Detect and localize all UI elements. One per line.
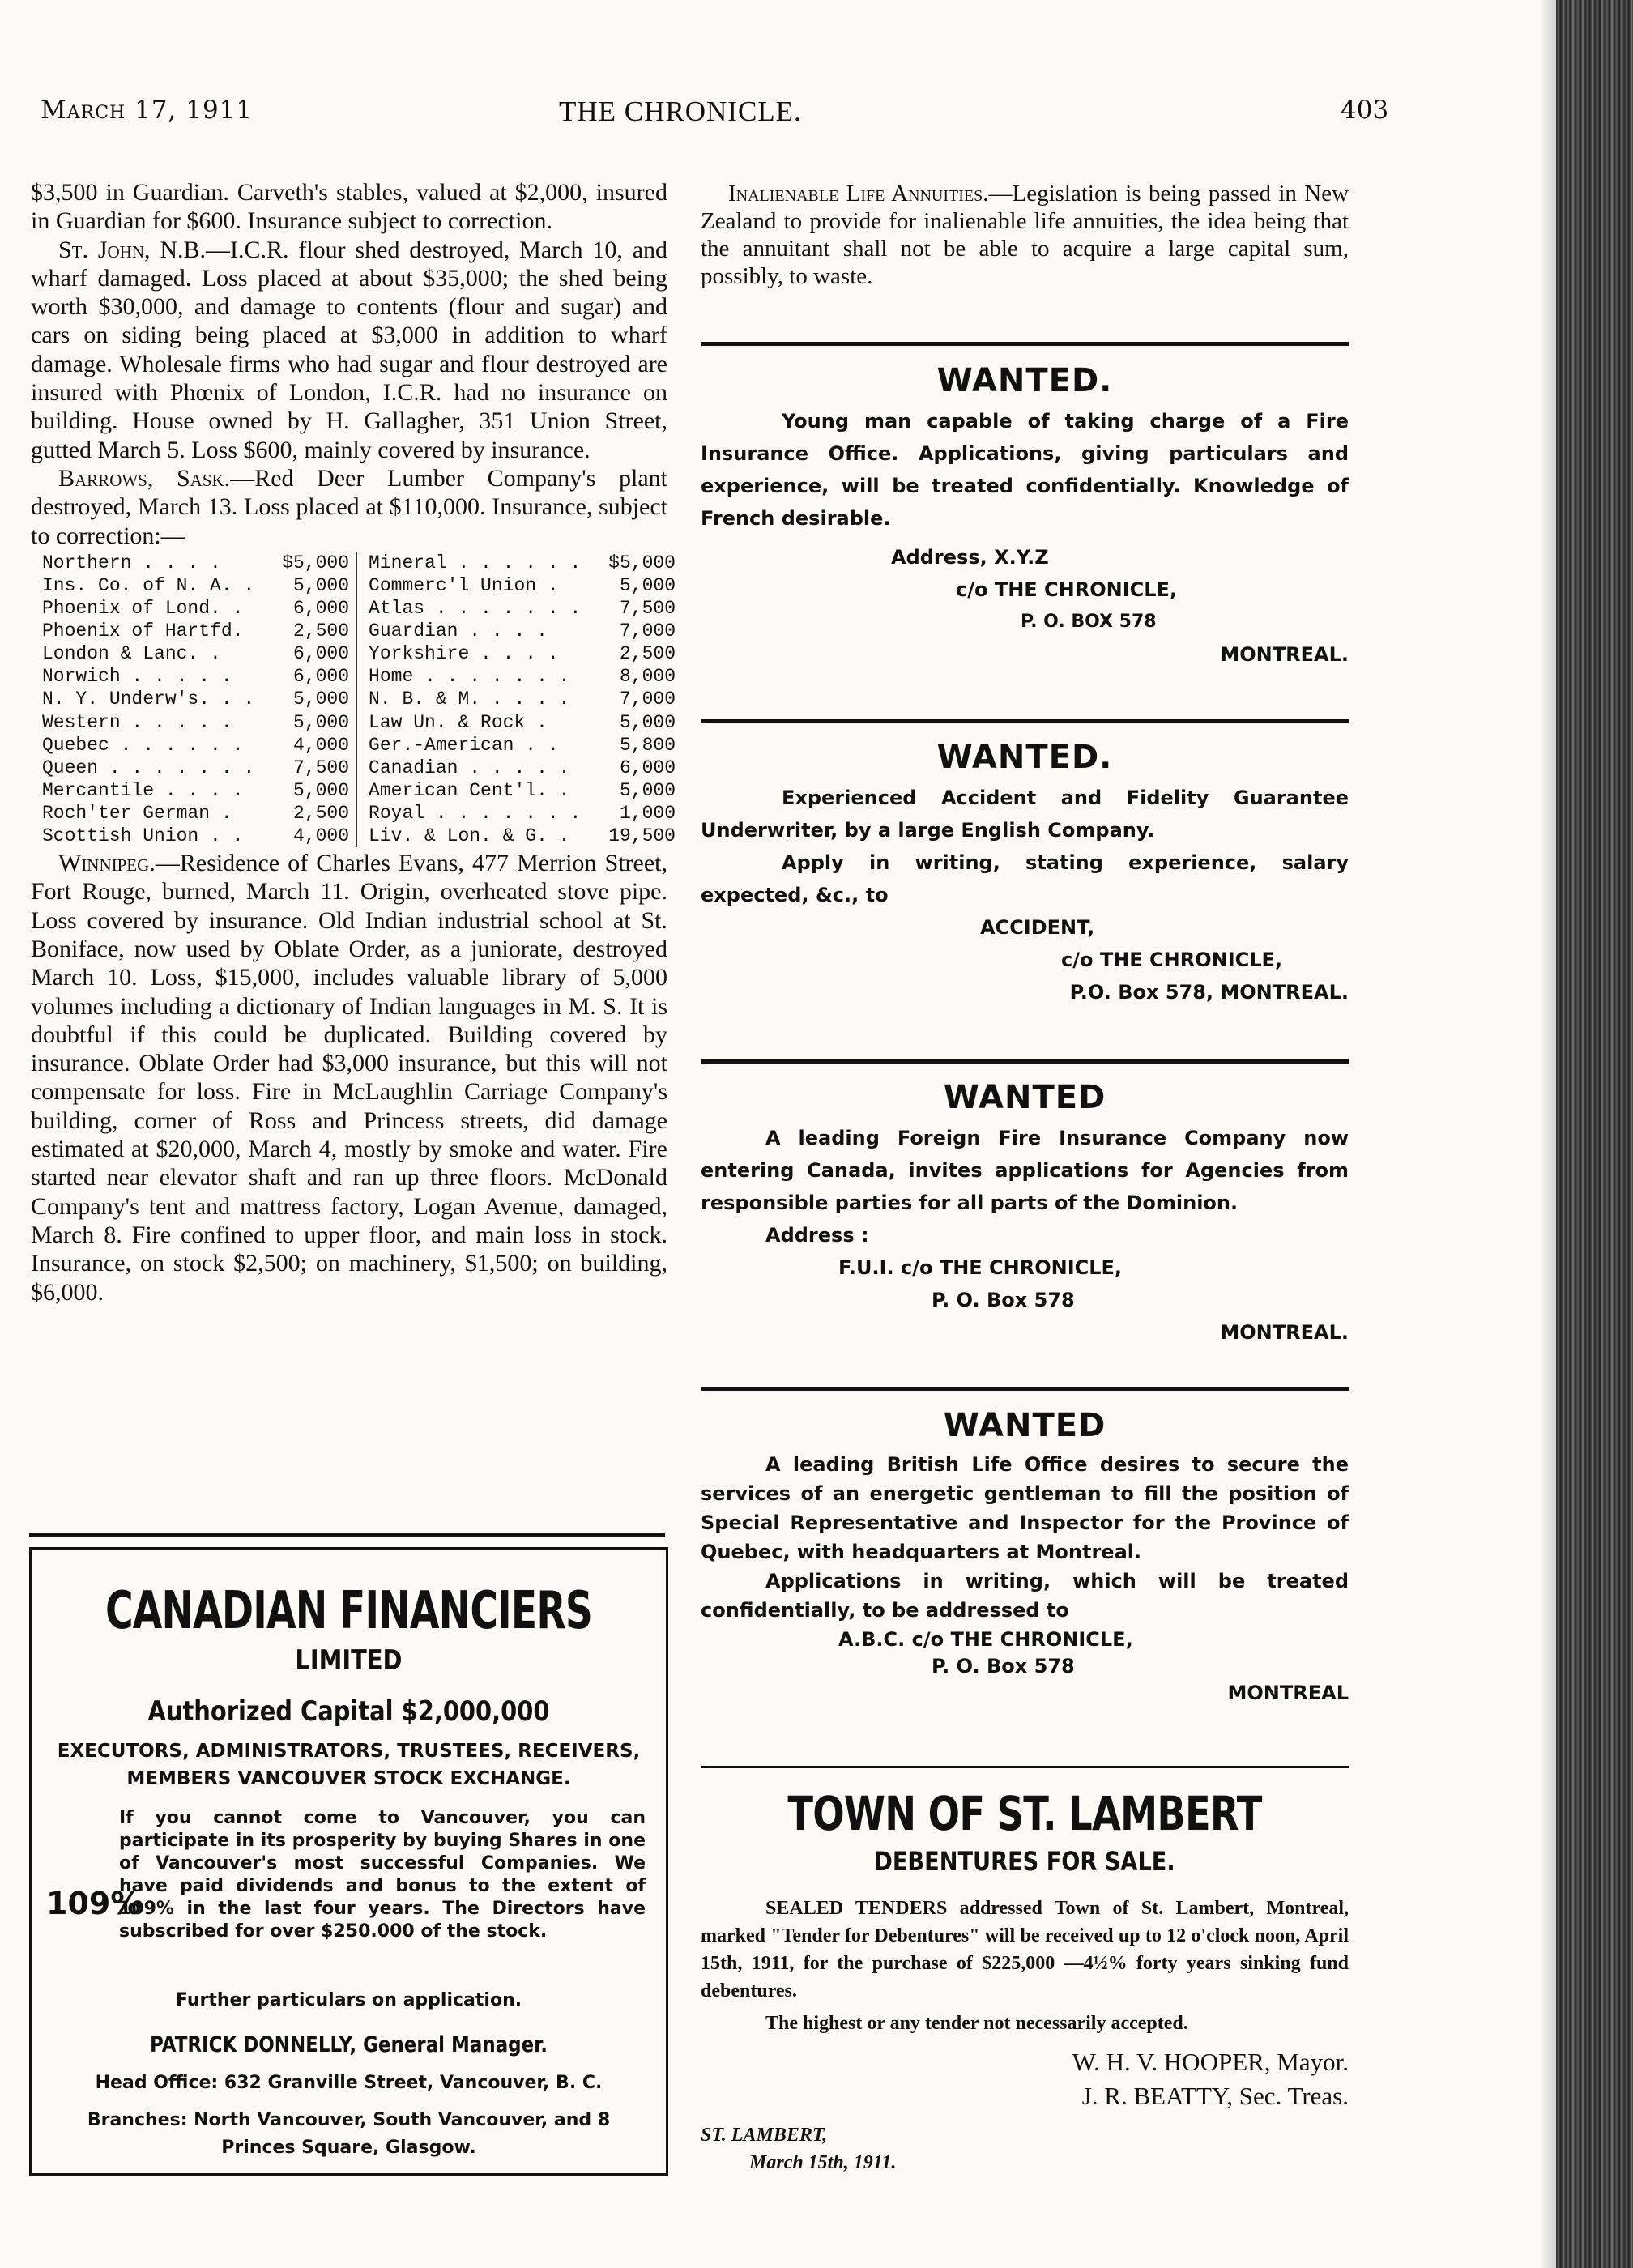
cf-percent: 109% bbox=[46, 1886, 142, 1921]
annuities-text: —Legislation is being passed in New Zealand to provide for inalienable life annuities, the idea being that the annuitant shall not be able to acquire a large capital sum, possibly, to waste. bbox=[701, 181, 1349, 289]
wanted-4-co: A.B.C. c/o THE CHRONICLE, bbox=[838, 1628, 1133, 1651]
insurer-amount: 6,000 bbox=[293, 666, 350, 688]
table-divider bbox=[356, 597, 369, 620]
article-st-john-text: —I.C.R. flour shed destroyed, March 10, and wharf damaged. Loss placed at about $35,000; the shed being worth $30,000, and damage to contents (flour and sugar) and cars on siding being placed at $3,000 in addition to wharf damage. Wholesale firms who had sugar and flour destroyed are insured with Phœnix of London, I.C.R. had no insurance on building. House owned by H. Gallagher, 351 Union Street, gutted March 5. Loss $600, mainly covered by insurance. bbox=[31, 236, 668, 463]
insurance-table-row bbox=[42, 597, 682, 620]
wanted-4-box: P. O. Box 578 bbox=[932, 1655, 1075, 1678]
wanted-3-address-label: Address : bbox=[765, 1224, 869, 1247]
insurer-amount: 5,000 bbox=[293, 711, 350, 733]
insurer-name: Roch'ter German . bbox=[42, 802, 232, 824]
table-divider bbox=[356, 620, 369, 642]
stl-date: March 15th, 1911. bbox=[749, 2152, 897, 2173]
insurance-table-row bbox=[42, 802, 682, 825]
rule-3 bbox=[701, 1059, 1349, 1064]
rule-4 bbox=[701, 1387, 1349, 1391]
table-divider bbox=[356, 688, 369, 710]
header-date: March 17, 1911 bbox=[41, 96, 254, 125]
table-divider bbox=[356, 734, 369, 757]
insurance-table-row bbox=[42, 552, 682, 574]
insurer-name: Royal . . . . . . . bbox=[369, 802, 582, 824]
wanted-2-title: WANTED. bbox=[936, 739, 1113, 776]
insurer-amount: 5,800 bbox=[619, 734, 676, 756]
insurance-table bbox=[42, 552, 682, 847]
wanted-1-body: Young man capable of taking charge of a Fire Insurance Office. Applications, giving particulars and experience, will be treated confidentially. Knowledge of French desirable. bbox=[701, 410, 1349, 530]
cf-further: Further particulars on application. bbox=[175, 1990, 522, 2010]
insurer-name: Western . . . . . bbox=[42, 711, 232, 733]
insurer-name: Queen . . . . . . . bbox=[42, 757, 255, 778]
insurer-amount: 5,000 bbox=[293, 574, 350, 596]
rule-5 bbox=[701, 1766, 1349, 1768]
insurer-name: Guardian . . . . bbox=[369, 620, 548, 642]
insurer-amount: 5,000 bbox=[619, 711, 676, 733]
wanted-3-title: WANTED bbox=[943, 1079, 1106, 1116]
article-barrows-text: —Red Deer Lumber Company's plant destroyed, March 13. Loss placed at $110,000. Insurance, subject to correction:— bbox=[31, 464, 667, 549]
insurer-amount: 1,000 bbox=[619, 802, 676, 824]
wanted-2-co: c/o THE CHRONICLE, bbox=[1061, 949, 1283, 971]
insurer-amount: 4,000 bbox=[293, 734, 350, 756]
wanted-ad-1 bbox=[701, 356, 1349, 671]
wanted-2-body2: Apply in writing, stating experience, salary expected, &c., to bbox=[701, 851, 1349, 906]
insurer-amount: 4,000 bbox=[293, 825, 350, 846]
wanted-3-box: P. O. Box 578 bbox=[932, 1289, 1075, 1311]
table-divider bbox=[356, 711, 369, 734]
insurer-amount: $5,000 bbox=[608, 552, 676, 573]
annuities-article bbox=[701, 180, 1349, 290]
cf-limited: LIMITED bbox=[295, 1644, 403, 1677]
insurer-amount: 5,000 bbox=[293, 688, 350, 710]
wanted-ad-2 bbox=[701, 733, 1349, 1008]
cf-branches: Branches: North Vancouver, South Vancouver, and 8 Princes Square, Glasgow. bbox=[87, 2110, 611, 2158]
insurer-name: Liv. & Lon. & G. . bbox=[369, 825, 570, 846]
article-guardian: $3,500 in Guardian. Carveth's stables, valued at $2,000, insured in Guardian for $600. Insurance subject to correction. bbox=[31, 179, 667, 235]
table-divider bbox=[356, 802, 369, 825]
insurer-amount: 5,000 bbox=[619, 574, 676, 596]
wanted-1-title: WANTED. bbox=[936, 362, 1113, 399]
article-winnipeg-text: —Residence of Charles Evans, 477 Merrion Street, Fort Rouge, burned, March 11. Origin, overheated stove pipe. Loss covered by insurance. Old Indian industrial school at St. Boniface, now used by Oblate Order, as a juniorate, destroyed March 10. Loss, $15,000, includes valuable library of 5,000 volumes including a dictionary of Indian languages in M. S. It is doubtful if this could be duplicated. Building covered by insurance. Oblate Order had $3,000 insurance, but this will not compensate for loss. Fire in McLaughlin Carriage Company's building, corner of Ross and Princess streets, did damage estimated at $20,000, March 4, mostly by smoke and water. Fire started near elevator shaft and ran up three floors. McDonald Company's tent and mattress factory, Logan Avenue, damaged, March 8. Fire confined to upper floor, and main loss in stock. Insurance, on stock $2,500; on machinery, $1,500; on building, $6,000. bbox=[31, 850, 667, 1306]
insurance-table-row bbox=[42, 711, 682, 734]
wanted-ad-3 bbox=[701, 1073, 1349, 1349]
insurance-table-row bbox=[42, 574, 682, 597]
insurer-name: Scottish Union . . bbox=[42, 825, 244, 846]
stl-place: ST. LAMBERT, bbox=[701, 2125, 828, 2146]
table-divider bbox=[356, 642, 369, 665]
wanted-2-name: ACCIDENT, bbox=[980, 916, 1095, 939]
page-edge-shadow bbox=[1540, 0, 1556, 2268]
insurance-table-row bbox=[42, 642, 682, 665]
stl-subtitle: DEBENTURES FOR SALE. bbox=[874, 1846, 1175, 1877]
table-divider bbox=[356, 665, 369, 688]
wanted-2-box: P.O. Box 578, MONTREAL. bbox=[1069, 981, 1349, 1004]
rule-2 bbox=[701, 719, 1349, 723]
table-divider bbox=[356, 552, 369, 574]
insurance-table-row bbox=[42, 779, 682, 802]
book-edge bbox=[1556, 0, 1633, 2268]
article-winnipeg bbox=[31, 849, 667, 1307]
insurance-table-row bbox=[42, 757, 682, 779]
insurer-name: N. Y. Underw's. . . bbox=[42, 688, 255, 710]
insurer-amount: 7,500 bbox=[619, 598, 676, 620]
wanted-3-body: A leading Foreign Fire Insurance Company now entering Canada, invites applications for Agencies from responsible parties for all parts of the Dominion. bbox=[701, 1127, 1349, 1214]
wanted-3-city: MONTREAL. bbox=[1220, 1321, 1349, 1344]
cf-capital: Authorized Capital $2,000,000 bbox=[147, 1695, 550, 1728]
insurer-amount: 7,000 bbox=[619, 688, 676, 710]
insurer-name: American Cent'l. . bbox=[369, 779, 570, 801]
header-page-number: 403 bbox=[1341, 96, 1389, 125]
insurer-name: Yorkshire . . . . bbox=[369, 643, 559, 665]
insurer-amount: 2,500 bbox=[293, 620, 350, 642]
canadian-financiers-ad bbox=[29, 1547, 668, 2176]
insurer-amount: 7,000 bbox=[619, 620, 676, 642]
place-winnipeg: Winnipeg. bbox=[58, 850, 156, 877]
wanted-1-box: P. O. BOX 578 bbox=[1021, 612, 1157, 632]
st-lambert-ad bbox=[701, 1786, 1349, 2176]
insurer-name: Mineral . . . . . . bbox=[369, 552, 582, 573]
wanted-2-body: Experienced Accident and Fidelity Guarantee Underwriter, by a large English Company. bbox=[701, 787, 1349, 842]
insurer-name: Canadian . . . . . bbox=[369, 757, 570, 778]
insurer-name: N. B. & M. . . . . bbox=[369, 688, 570, 710]
insurance-table-row bbox=[42, 825, 682, 847]
insurer-amount: 6,000 bbox=[619, 757, 676, 778]
header-title: THE CHRONICLE. bbox=[559, 96, 802, 127]
cf-roles: EXECUTORS, ADMINISTRATORS, TRUSTEES, RECEIVERS, bbox=[57, 1741, 641, 1762]
article-barrows bbox=[31, 464, 667, 550]
stl-mayor: W. H. V. HOOPER, Mayor. bbox=[1072, 2048, 1349, 2076]
cf-manager: PATRICK DONNELLY, General Manager. bbox=[150, 2032, 548, 2057]
insurer-name: Law Un. & Rock . bbox=[369, 711, 548, 733]
cf-body: If you cannot come to Vancouver, you can participate in its prosperity by buying Shares in one of Vancouver's most successful Companies. We have paid dividends and bonus to the extent of 109% in the last four years. The Directors have subscribed for over $250.000 of the stock. bbox=[119, 1808, 646, 1942]
insurance-table-row bbox=[42, 665, 682, 688]
stl-title: TOWN OF ST. LAMBERT bbox=[787, 1786, 1262, 1841]
insurer-name: London & Lanc. . bbox=[42, 643, 221, 665]
insurer-amount: 7,500 bbox=[293, 757, 350, 778]
cf-title: CANADIAN FINANCIERS bbox=[104, 1581, 593, 1641]
insurer-amount: 8,000 bbox=[619, 666, 676, 688]
wanted-1-city: MONTREAL. bbox=[1220, 643, 1349, 666]
wanted-1-co: c/o THE CHRONICLE, bbox=[956, 578, 1178, 601]
insurer-name: Quebec . . . . . . bbox=[42, 734, 244, 756]
wanted-ad-4 bbox=[701, 1401, 1349, 1707]
rule-1 bbox=[701, 342, 1349, 346]
insurer-amount: 6,000 bbox=[293, 643, 350, 665]
wanted-3-co: F.U.I. c/o THE CHRONICLE, bbox=[838, 1256, 1123, 1279]
insurer-name: Home . . . . . . . bbox=[369, 666, 570, 688]
stl-body2: The highest or any tender not necessarily accepted. bbox=[765, 2013, 1188, 2034]
wanted-4-city: MONTREAL bbox=[1227, 1682, 1349, 1704]
insurance-table-row bbox=[42, 734, 682, 757]
cf-members: MEMBERS VANCOUVER STOCK EXCHANGE. bbox=[126, 1768, 571, 1789]
insurer-amount: 2,500 bbox=[619, 643, 676, 665]
insurance-table-row bbox=[42, 688, 682, 710]
wanted-4-body: A leading British Life Office desires to secure the services of an energetic gentleman to fill the position of Special Representative and Inspector for the Province of Quebec, with headquarters at Montreal. bbox=[701, 1453, 1349, 1563]
insurer-amount: 19,500 bbox=[608, 825, 676, 846]
insurer-amount: 5,000 bbox=[293, 779, 350, 801]
cf-head-office: Head Office: 632 Granville Street, Vancouver, B. C. bbox=[95, 2073, 603, 2093]
ad-top-rule bbox=[29, 1533, 665, 1537]
place-barrows: Barrows, Sask. bbox=[58, 464, 231, 492]
insurer-amount: 2,500 bbox=[293, 802, 350, 824]
place-st-john: St. John, N.B. bbox=[58, 236, 207, 263]
table-divider bbox=[356, 825, 369, 847]
insurer-amount: 5,000 bbox=[619, 779, 676, 801]
insurer-name: Northern . . . . bbox=[42, 552, 221, 573]
wanted-1-address: Address, X.Y.Z bbox=[891, 546, 1049, 569]
insurer-amount: 6,000 bbox=[293, 598, 350, 620]
insurer-name: Norwich . . . . . bbox=[42, 666, 232, 688]
table-divider bbox=[356, 757, 369, 779]
wanted-4-title: WANTED bbox=[943, 1407, 1106, 1444]
insurer-name: Ins. Co. of N. A. . bbox=[42, 574, 255, 596]
article-st-john bbox=[31, 236, 667, 464]
table-divider bbox=[356, 779, 369, 802]
insurer-name: Atlas . . . . . . . bbox=[369, 598, 582, 620]
stl-body: SEALED TENDERS addressed Town of St. Lambert, Montreal, marked "Tender for Debentures" will be received up to 12 o'clock noon, April 15th, 1911, for the purchase of $225,000 —4½% forty years sinking fund debentures. bbox=[701, 1898, 1349, 2002]
insurer-name: Phoenix of Hartfd. bbox=[42, 620, 244, 642]
insurer-amount: $5,000 bbox=[282, 552, 350, 573]
insurer-name: Ger.-American . . bbox=[369, 734, 559, 756]
table-divider bbox=[356, 574, 369, 597]
insurer-name: Mercantile . . . . bbox=[42, 779, 244, 801]
insurer-name: Commerc'l Union . bbox=[369, 574, 559, 596]
left-column bbox=[31, 178, 676, 1307]
insurance-table-row bbox=[42, 620, 682, 642]
insurer-name: Phoenix of Lond. . bbox=[42, 598, 244, 620]
wanted-4-body2: Applications in writing, which will be treated confidentially, to be addressed to bbox=[701, 1570, 1349, 1622]
annuities-label: Inalienable Life Annuities. bbox=[728, 181, 989, 207]
stl-treasurer: J. R. BEATTY, Sec. Treas. bbox=[1081, 2082, 1349, 2110]
